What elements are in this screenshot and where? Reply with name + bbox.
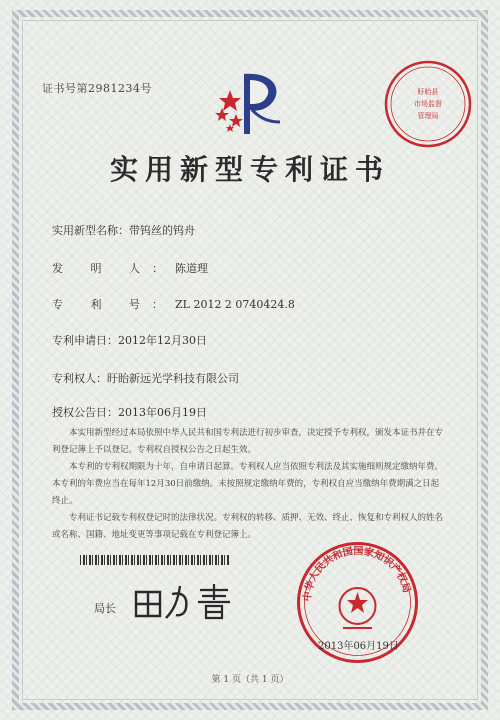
- sipo-logo-icon: [210, 60, 290, 140]
- certificate-body: [52, 425, 444, 544]
- svg-text:管理局: 管理局: [417, 112, 439, 120]
- certificate-title: 实用新型专利证书: [109, 153, 390, 186]
- svg-text:市场监督: 市场监督: [414, 100, 442, 108]
- director-label: 局长: [94, 602, 116, 615]
- seal-date: 2013年06月19日: [318, 641, 399, 652]
- field-label: 专利申请日：: [52, 334, 118, 347]
- svg-text:盱眙县: 盱眙县: [417, 88, 439, 96]
- field-label: 授权公告日：: [52, 406, 118, 419]
- field-label: 专利权人：: [52, 372, 107, 385]
- field-utility-name: [52, 222, 195, 238]
- field-label: 实用新型名称：: [52, 224, 129, 237]
- field-label: 专 利 号：: [52, 298, 175, 311]
- field-value: 2012年12月30日: [118, 334, 207, 347]
- page-footer: 第 1 页（共 1 页）: [211, 675, 289, 685]
- body-paragraph: 专利证书记载专利权登记时的法律状况。专利权的转移、质押、无效、终止、恢复和专利权人的姓名或名称、国籍、地址变更等事项记载在专利登记簿上。: [52, 513, 444, 540]
- field-label: 发 明 人：: [52, 262, 175, 275]
- field-value: 陈道理: [175, 262, 208, 275]
- body-paragraph: 本实用新型经过本局依照中华人民共和国专利法进行初步审查，决定授予专利权，颁发本证书并在专利登记簿上予以登记。专利权自授权公告之日起生效。: [52, 428, 444, 455]
- field-value: 带钨丝的钨舟: [129, 224, 195, 237]
- field-value: ZL 2012 2 0740424.8: [175, 298, 295, 311]
- field-patent-number: [52, 296, 295, 312]
- field-inventor: [52, 260, 208, 276]
- field-value: 2013年06月19日: [118, 406, 207, 419]
- body-paragraph: 本专利的专利权期限为十年，自申请日起算。专利权人应当依照专利法及其实施细则规定缴纳年费。本专利的年费应当在每年12月30日前缴纳。未按照规定缴纳年费的，专利权自应当缴纳年费期满之日起终止。: [52, 462, 444, 506]
- field-filing-date: [52, 332, 207, 348]
- barcode: [80, 555, 230, 565]
- field-patentee: [52, 370, 239, 386]
- field-value: 盱眙新远光学科技有限公司: [107, 372, 239, 385]
- local-office-seal: [382, 58, 474, 150]
- director-signature: [130, 582, 240, 622]
- field-grant-date: [52, 404, 207, 420]
- certificate-number: 证书号第2981234号: [42, 82, 152, 95]
- svg-text:中华人民共和国国家知识产权局: 中华人民共和国国家知识产权局: [302, 546, 412, 602]
